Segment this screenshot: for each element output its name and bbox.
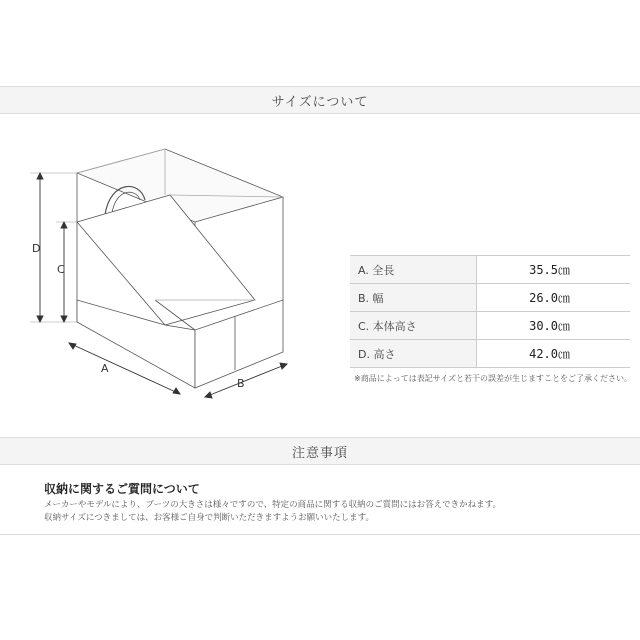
size-section-header: [0, 86, 640, 114]
table-row: [350, 312, 630, 340]
size-label: D. 高さ: [350, 340, 477, 368]
notes-section-header: [0, 437, 640, 465]
size-value: 35.5㎝: [477, 256, 631, 284]
size-footnote: ※商品によっては表記サイズと若干の誤差が生じますことをご了承ください。: [354, 374, 633, 383]
dimension-label-c: C: [57, 263, 65, 276]
size-value: 42.0㎝: [477, 340, 631, 368]
size-value: 30.0㎝: [477, 312, 631, 340]
notes-line: メーカーやモデルにより、ブーツの大きさは様々ですので、特定の商品に関する収納のご質問にはお答えできかねます。: [44, 500, 501, 510]
dimension-label-a: A: [101, 362, 109, 375]
size-value: 26.0㎝: [477, 284, 631, 312]
notes-heading: 収納に関するご質問について: [44, 482, 200, 496]
dimension-label-b: B: [237, 377, 245, 390]
table-row: [350, 256, 630, 284]
size-section-title: サイズについて: [271, 94, 369, 110]
notes-section-title: 注意事項: [291, 445, 348, 461]
notes-body: [44, 480, 604, 525]
table-row: [350, 284, 630, 312]
size-label: A. 全長: [350, 256, 477, 284]
table-row: [350, 340, 630, 368]
size-label: B. 幅: [350, 284, 477, 312]
product-dimension-diagram: [0, 140, 340, 410]
bottom-divider: [0, 534, 640, 535]
size-table: [350, 255, 630, 368]
size-label: C. 本体高さ: [350, 312, 477, 340]
sloped-panel: [77, 195, 255, 325]
notes-line: 収納サイズにつきましては、お客様ご自身で判断いただきますようお願いいたします。: [44, 513, 374, 523]
dimension-label-d: D: [32, 242, 41, 255]
